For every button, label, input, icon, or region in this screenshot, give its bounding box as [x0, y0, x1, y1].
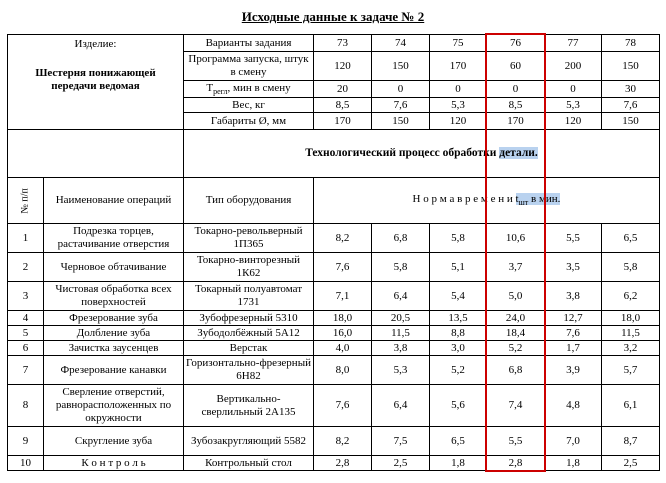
row-number-cell: 5: [8, 326, 44, 341]
variants-label: Варианты задания: [184, 35, 314, 52]
selected-text: $t_{шт}$ в мин.: [515, 193, 561, 208]
time-norm-cell: 3,0: [430, 341, 487, 356]
equipment-type-cell: Контрольный стол: [184, 456, 314, 471]
spec-value: 0: [545, 81, 602, 98]
row-number-cell: 3: [8, 282, 44, 311]
page-title: [0, 0, 666, 25]
header-row: [8, 178, 660, 224]
time-norm-cell: 5,8: [372, 253, 430, 282]
operation-name-cell: Чистовая обработка всех поверхностей: [44, 282, 184, 311]
equipment-type-cell: Вертикально-сверлильный 2А135: [184, 385, 314, 427]
variant-number: 73: [314, 35, 372, 52]
equipment-type-cell: Горизонтально-фрезерный 6Н82: [184, 356, 314, 385]
time-norm-cell: 6,8: [372, 224, 430, 253]
variants-row: [8, 35, 660, 52]
variant-number: 76: [487, 35, 545, 52]
time-norm-cell: 1,8: [430, 456, 487, 471]
data-table: [7, 34, 660, 471]
time-norm-cell: 6,8: [487, 356, 545, 385]
time-norm-cell: 7,6: [314, 253, 372, 282]
time-norm-cell: 10,6: [487, 224, 545, 253]
spec-value: 120: [314, 52, 372, 81]
table-row: [8, 224, 660, 253]
time-norm-cell: 7,5: [372, 427, 430, 456]
time-norm-cell: 8,2: [314, 427, 372, 456]
time-norm-cell: 5,7: [602, 356, 660, 385]
time-norm-cell: 5,5: [487, 427, 545, 456]
time-norm-cell: 5,3: [372, 356, 430, 385]
spec-value: 0: [487, 81, 545, 98]
time-norm-cell: 11,5: [372, 326, 430, 341]
time-norm-cell: 7,6: [314, 385, 372, 427]
table-row: [8, 427, 660, 456]
spec-value: 8,5: [314, 98, 372, 113]
selected-text: детали.: [499, 146, 538, 159]
time-norm-cell: 12,7: [545, 311, 602, 326]
product-name: Шестерня понижающей передачи ведомая: [35, 66, 156, 92]
equipment-type-cell: Верстак: [184, 341, 314, 356]
time-norm-cell: 18,0: [602, 311, 660, 326]
operation-name-cell: Черновое обтачивание: [44, 253, 184, 282]
time-norm-cell: 11,5: [602, 326, 660, 341]
row-number-cell: 6: [8, 341, 44, 356]
operation-name-cell: Фрезерование зуба: [44, 311, 184, 326]
time-norm-cell: 5,2: [430, 356, 487, 385]
spec-value: 120: [545, 113, 602, 130]
row-number-cell: 10: [8, 456, 44, 471]
spec-value: 150: [372, 113, 430, 130]
operation-name-cell: Сверление отверстий, равнорасположенных по окружности: [44, 385, 184, 427]
time-norm-cell: 5,2: [487, 341, 545, 356]
operation-name-cell: Долбление зуба: [44, 326, 184, 341]
time-norm-cell: 7,4: [487, 385, 545, 427]
time-norm-cell: 1,7: [545, 341, 602, 356]
equipment-type-cell: Токарно-винторезный 1К62: [184, 253, 314, 282]
product-cell: [8, 35, 184, 130]
time-norm-cell: 5,5: [545, 224, 602, 253]
variant-number: 75: [430, 35, 487, 52]
data-table-wrap: [7, 34, 659, 471]
time-norm-cell: 2,8: [487, 456, 545, 471]
row-number-cell: 1: [8, 224, 44, 253]
time-norm-cell: 2,5: [372, 456, 430, 471]
empty-cell: [8, 130, 184, 178]
equipment-type-cell: Токарно-револьверный 1П365: [184, 224, 314, 253]
spec-value: 7,6: [372, 98, 430, 113]
operation-name-cell: Зачистка заусенцев: [44, 341, 184, 356]
variant-number: 77: [545, 35, 602, 52]
time-norm-cell: 20,5: [372, 311, 430, 326]
time-norm-cell: 24,0: [487, 311, 545, 326]
col-header-num: № п/п: [8, 178, 44, 224]
time-norm-cell: 1,8: [545, 456, 602, 471]
section-title: Технологический процесс обработки детали.: [184, 130, 660, 178]
time-norm-cell: 3,7: [487, 253, 545, 282]
operation-name-cell: К о н т р о л ь: [44, 456, 184, 471]
time-norm-cell: 5,1: [430, 253, 487, 282]
table-row: [8, 385, 660, 427]
time-norm-cell: 5,8: [430, 224, 487, 253]
row-number-cell: 7: [8, 356, 44, 385]
time-norm-cell: 6,4: [372, 385, 430, 427]
spec-value: 120: [430, 113, 487, 130]
spec-value: 200: [545, 52, 602, 81]
equipment-type-cell: Зубофрезерный 5310: [184, 311, 314, 326]
spec-label: Вес, кг: [184, 98, 314, 113]
spec-value: 150: [602, 52, 660, 81]
time-norm-cell: 3,2: [602, 341, 660, 356]
time-norm-cell: 8,7: [602, 427, 660, 456]
table-row: [8, 282, 660, 311]
row-number-cell: 2: [8, 253, 44, 282]
spec-value: 7,6: [602, 98, 660, 113]
spec-value: 170: [487, 113, 545, 130]
time-norm-cell: 6,5: [430, 427, 487, 456]
table-row: [8, 311, 660, 326]
operation-name-cell: Подрезка торцев, растачивание отверстия: [44, 224, 184, 253]
time-norm-cell: 2,5: [602, 456, 660, 471]
equipment-type-cell: Токарный полуавтомат 1731: [184, 282, 314, 311]
time-norm-cell: 4,0: [314, 341, 372, 356]
spec-value: 170: [430, 52, 487, 81]
time-norm-cell: 5,6: [430, 385, 487, 427]
table-row: [8, 326, 660, 341]
time-norm-cell: 7,1: [314, 282, 372, 311]
spec-value: 30: [602, 81, 660, 98]
table-row: [8, 356, 660, 385]
equipment-type-cell: Зубодолбёжный 5А12: [184, 326, 314, 341]
row-number-cell: 4: [8, 311, 44, 326]
product-label: Изделие:: [74, 38, 117, 50]
time-norm-cell: 3,5: [545, 253, 602, 282]
spec-value: 20: [314, 81, 372, 98]
col-header-norm: Н о р м а в р е м е н и $t_{шт}$ в мин.: [314, 178, 660, 224]
col-header-equipment: Тип оборудования: [184, 178, 314, 224]
variant-number: 74: [372, 35, 430, 52]
time-norm-cell: 6,4: [372, 282, 430, 311]
time-norm-cell: 8,2: [314, 224, 372, 253]
time-norm-cell: 6,2: [602, 282, 660, 311]
spec-value: 0: [430, 81, 487, 98]
time-norm-cell: 2,8: [314, 456, 372, 471]
spec-value: 5,3: [430, 98, 487, 113]
time-norm-cell: 5,4: [430, 282, 487, 311]
table-row: [8, 341, 660, 356]
variant-number: 78: [602, 35, 660, 52]
spec-value: 60: [487, 52, 545, 81]
spec-label: Программа запуска, штук в смену: [184, 52, 314, 81]
time-norm-cell: 18,4: [487, 326, 545, 341]
time-norm-cell: 6,1: [602, 385, 660, 427]
time-norm-cell: 3,8: [372, 341, 430, 356]
spec-value: 170: [314, 113, 372, 130]
time-norm-cell: 16,0: [314, 326, 372, 341]
table-row: [8, 253, 660, 282]
spec-label: $Т_{регл}$, мин в смену: [184, 81, 314, 98]
time-norm-cell: 3,8: [545, 282, 602, 311]
col-header-operation: Наименование операций: [44, 178, 184, 224]
equipment-type-cell: Зубозакругляющий 5582: [184, 427, 314, 456]
time-norm-cell: 6,5: [602, 224, 660, 253]
spec-value: 8,5: [487, 98, 545, 113]
time-norm-cell: 8,8: [430, 326, 487, 341]
time-norm-cell: 8,0: [314, 356, 372, 385]
time-norm-cell: 4,8: [545, 385, 602, 427]
time-norm-cell: 5,0: [487, 282, 545, 311]
spec-value: 5,3: [545, 98, 602, 113]
time-norm-cell: 7,6: [545, 326, 602, 341]
operation-name-cell: Скругление зуба: [44, 427, 184, 456]
table-row: [8, 456, 660, 471]
time-norm-cell: 5,8: [602, 253, 660, 282]
operation-name-cell: Фрезерование канавки: [44, 356, 184, 385]
time-norm-cell: 7,0: [545, 427, 602, 456]
section-row: [8, 130, 660, 178]
spec-value: 150: [602, 113, 660, 130]
spec-value: 0: [372, 81, 430, 98]
time-norm-cell: 13,5: [430, 311, 487, 326]
row-number-cell: 8: [8, 385, 44, 427]
spec-label: Габариты Ø, мм: [184, 113, 314, 130]
row-number-cell: 9: [8, 427, 44, 456]
spec-value: 150: [372, 52, 430, 81]
page-title-text: Исходные данные к задаче № 2: [241, 9, 425, 24]
time-norm-cell: 3,9: [545, 356, 602, 385]
time-norm-cell: 18,0: [314, 311, 372, 326]
